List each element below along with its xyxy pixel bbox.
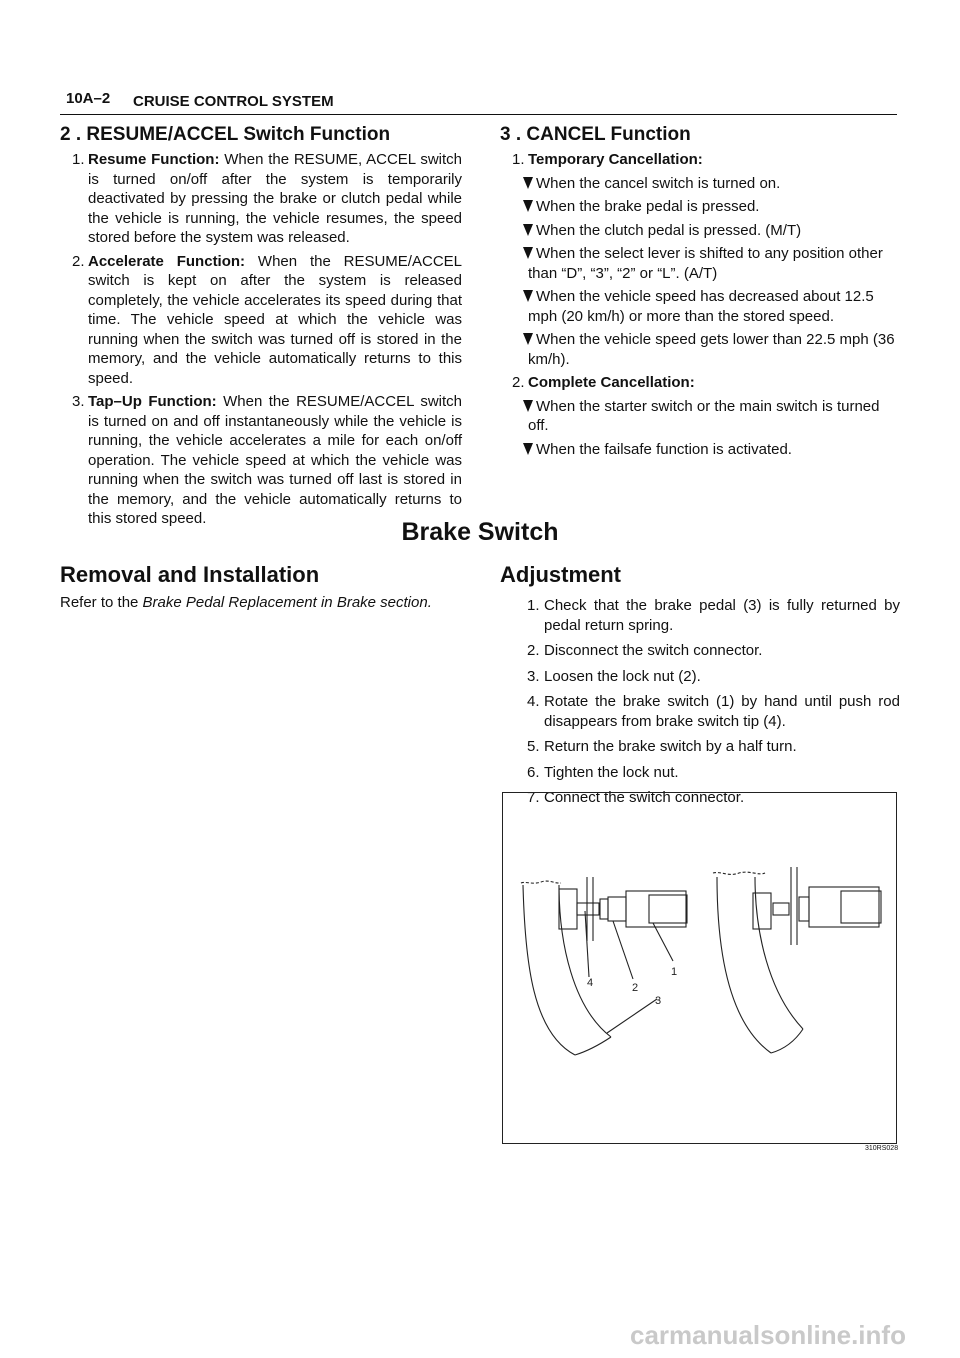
page-number: 10A–2 — [66, 90, 111, 107]
adjustment-heading: Adjustment — [500, 562, 621, 587]
item-text: When the RESUME, ACCEL switch is turned on/off after the system is temporarily deactivated by pressing the brake or clutch pedal while the vehicle is running, the vehicle resumes, the speed stored before the system was released. — [88, 151, 463, 246]
section-heading: 3 . CANCEL Function — [500, 124, 691, 145]
brake-switch-title: Brake Switch — [401, 518, 559, 546]
item-number: 2. — [512, 374, 525, 391]
section-removal — [60, 562, 462, 613]
list-item — [60, 150, 462, 248]
triangle-bullet-icon — [523, 200, 533, 212]
item-text: When the RESUME/ACCEL switch is kept on after the system is released completely, the vehicle accelerates its speed during that time. The vehicle speed at which the vehicle was running when the switch was turned off is stored in the memory, and the vehicle automatically returns to this speed. — [88, 252, 462, 387]
removal-heading: Removal and Installation — [60, 562, 320, 587]
item-text: When the RESUME/ACCEL switch is turned on and off instantaneously while the vehicle is running, the vehicle accelerates a mile for each on/off operation. The vehicle speed at which the vehicle was running when the switch was turned off last is stored in the memory, and the vehicle automatically returns to this stored speed. — [88, 393, 462, 527]
item-number: 2. — [72, 252, 85, 270]
item-label: Temporary Cancellation: — [528, 151, 703, 168]
item-label: Resume Function: — [88, 151, 220, 168]
list-item — [500, 373, 900, 393]
triangle-bullet-icon — [523, 400, 533, 412]
list-item — [60, 392, 462, 529]
bullet-item: When the vehicle speed gets lower than 22.5 mph (36 km/h). — [500, 330, 900, 369]
header-rule — [60, 114, 897, 115]
step-item: 3. Loosen the lock nut (2). — [527, 667, 701, 685]
bullet-item: When the vehicle speed has decreased about 12.5 mph (20 km/h) or more than the stored speed. — [500, 287, 900, 326]
step-item: 6. Tighten the lock nut. — [527, 763, 679, 781]
bullet-item: When the brake pedal is pressed. — [500, 197, 900, 217]
triangle-bullet-icon — [523, 177, 533, 189]
section-cancel — [500, 124, 900, 459]
item-number: 1. — [512, 151, 525, 168]
bullet-item: When the starter switch or the main switch is turned off. — [500, 397, 900, 436]
section-adjustment — [500, 562, 900, 814]
list-item — [500, 150, 900, 170]
list-item — [60, 252, 462, 389]
item-label: Complete Cancellation: — [528, 374, 695, 391]
callout-2: 2 — [632, 982, 639, 994]
bullet-item: When the clutch pedal is pressed. (M/T) — [500, 221, 900, 241]
bullet-item: When the cancel switch is turned on. — [500, 174, 900, 194]
figure-code: 310RS028 — [865, 1145, 899, 1152]
callout-3: 3 — [655, 995, 662, 1007]
removal-text: Refer to the Brake Pedal Replacement in Brake section. — [60, 594, 432, 611]
item-number: 3. — [72, 393, 85, 410]
step-item: 4. Rotate the brake switch (1) by hand until push rod disappears from brake switch tip (4). — [527, 693, 900, 730]
item-number: 1. — [72, 151, 85, 168]
bullet-item: When the select lever is shifted to any position other than “D”, “3”, “2” or “L”. (A/T) — [500, 244, 900, 283]
triangle-bullet-icon — [523, 247, 533, 259]
callout-1: 1 — [671, 966, 678, 978]
step-item: 5. Return the brake switch by a half turn. — [527, 738, 797, 755]
brake-switch-figure — [502, 792, 897, 1144]
removal-reference: Brake Pedal Replacement in Brake section. — [142, 594, 432, 611]
triangle-bullet-icon — [523, 333, 533, 345]
watermark: carmanualsonline.info — [630, 1320, 906, 1350]
step-item: 1. Check that the brake pedal (3) is fully returned by pedal return spring. — [527, 597, 900, 634]
triangle-bullet-icon — [523, 443, 533, 455]
triangle-bullet-icon — [523, 224, 533, 236]
chapter-title: CRUISE CONTROL SYSTEM — [133, 93, 334, 110]
step-item: 2. Disconnect the switch connector. — [527, 642, 763, 659]
item-label: Accelerate Function: — [88, 252, 246, 270]
item-label: Tap–Up Function: — [88, 393, 217, 410]
brake-switch-illustration — [503, 793, 896, 1143]
section-heading: 2 . RESUME/ACCEL Switch Function — [60, 124, 391, 145]
section-resume-accel — [60, 124, 462, 533]
callout-4: 4 — [587, 977, 594, 989]
step-item: 7. Connect the switch connector. — [527, 789, 745, 806]
triangle-bullet-icon — [523, 290, 533, 302]
bullet-item: When the failsafe function is activated. — [500, 440, 900, 460]
